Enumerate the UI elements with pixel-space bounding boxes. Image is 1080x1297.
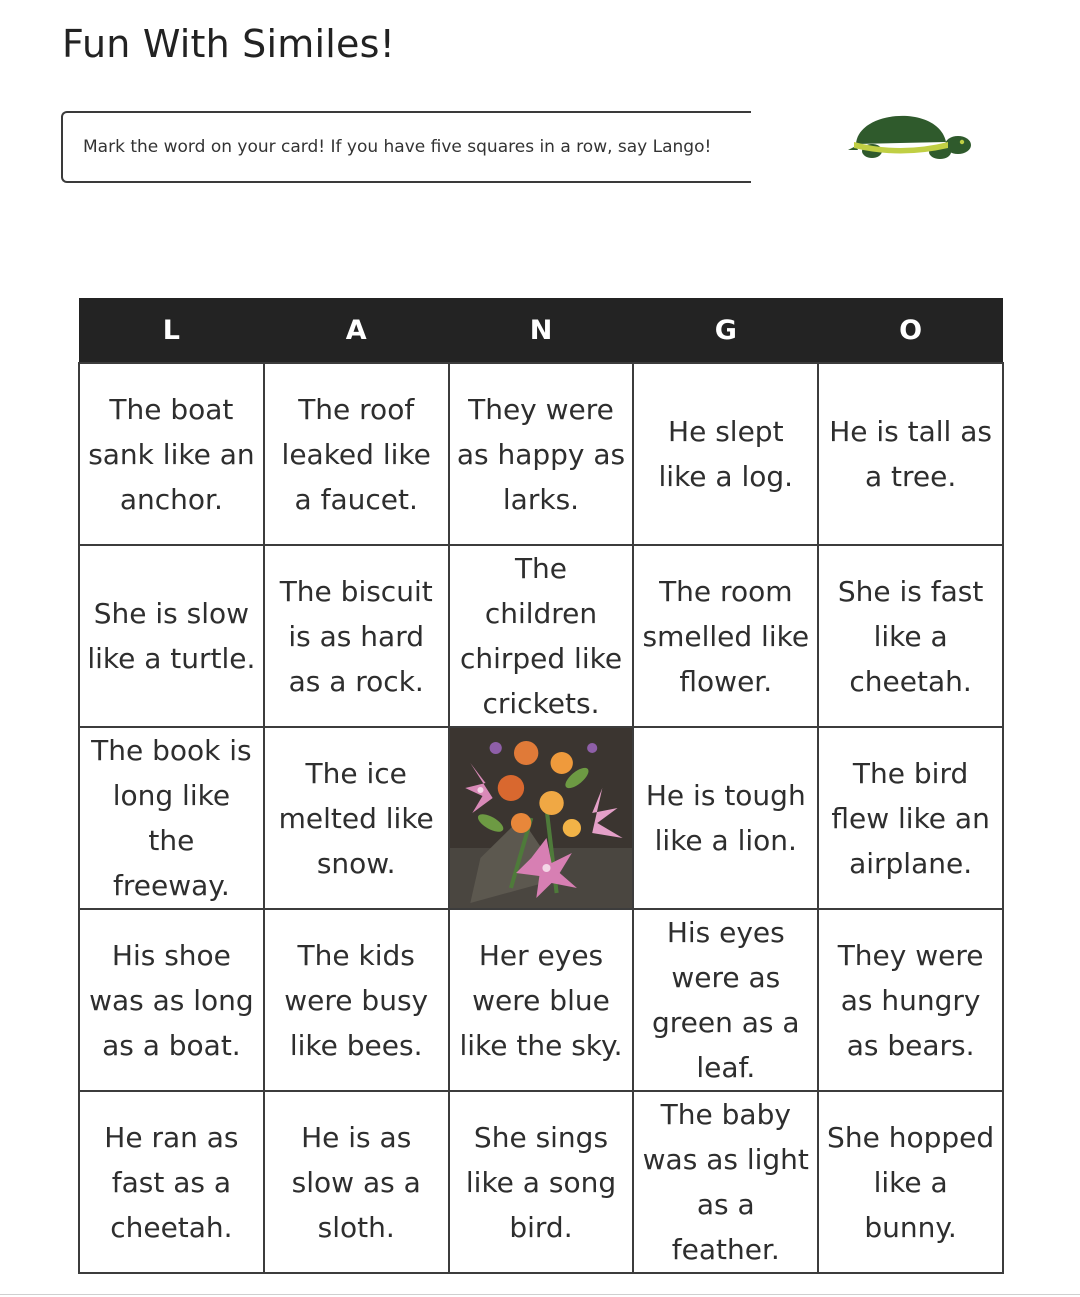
board-cell[interactable]: She is slow like a turtle. — [79, 545, 264, 727]
board-cell[interactable]: The baby was as light as a feather. — [633, 1091, 818, 1273]
turtle-icon — [848, 96, 974, 168]
board-row — [79, 727, 1003, 909]
board-cell[interactable]: The children chirped like crickets. — [449, 545, 634, 727]
board-cell[interactable]: He slept like a log. — [633, 363, 818, 545]
board-cell[interactable]: The kids were busy like bees. — [264, 909, 449, 1091]
board-cell[interactable]: He is tall as a tree. — [818, 363, 1003, 545]
board-cell[interactable]: They were as hungry as bears. — [818, 909, 1003, 1091]
board-cell[interactable]: They were as happy as larks. — [449, 363, 634, 545]
board-cell[interactable]: He ran as fast as a cheetah. — [79, 1091, 264, 1273]
board-cell[interactable]: Her eyes were blue like the sky. — [449, 909, 634, 1091]
header-row — [79, 298, 1003, 363]
instructions-text: Mark the word on your card! If you have five squares in a row, say Lango! — [83, 137, 712, 157]
board-cell[interactable]: His eyes were as green as a leaf. — [633, 909, 818, 1091]
board-row — [79, 1091, 1003, 1273]
board-cell[interactable]: She sings like a song bird. — [449, 1091, 634, 1273]
board-cell[interactable]: He is as slow as a sloth. — [264, 1091, 449, 1273]
board-cell[interactable]: The boat sank like an anchor. — [79, 363, 264, 545]
flower-bouquet-image — [450, 728, 633, 908]
board-cell[interactable]: His shoe was as long as a boat. — [79, 909, 264, 1091]
column-header-g: G — [633, 298, 818, 363]
free-space-cell[interactable] — [449, 727, 634, 909]
lango-board — [78, 298, 1004, 1274]
board-row — [79, 909, 1003, 1091]
board-row — [79, 363, 1003, 545]
page-title: Fun With Similes! — [62, 22, 396, 66]
board-cell[interactable]: She hopped like a bunny. — [818, 1091, 1003, 1273]
board-cell[interactable]: The biscuit is as hard as a rock. — [264, 545, 449, 727]
board-cell[interactable]: The bird flew like an airplane. — [818, 727, 1003, 909]
column-header-o: O — [818, 298, 1003, 363]
instructions-box — [61, 111, 751, 183]
board-cell[interactable]: The room smelled like flower. — [633, 545, 818, 727]
column-header-a: A — [264, 298, 449, 363]
board-cell[interactable]: The ice melted like snow. — [264, 727, 449, 909]
board-cell[interactable]: She is fast like a cheetah. — [818, 545, 1003, 727]
board-row — [79, 545, 1003, 727]
page-bottom-edge — [0, 1294, 1080, 1295]
board-cell[interactable]: He is tough like a lion. — [633, 727, 818, 909]
board-cell[interactable]: The roof leaked like a faucet. — [264, 363, 449, 545]
board-cell[interactable]: The book is long like the freeway. — [79, 727, 264, 909]
column-header-n: N — [449, 298, 634, 363]
column-header-l: L — [79, 298, 264, 363]
